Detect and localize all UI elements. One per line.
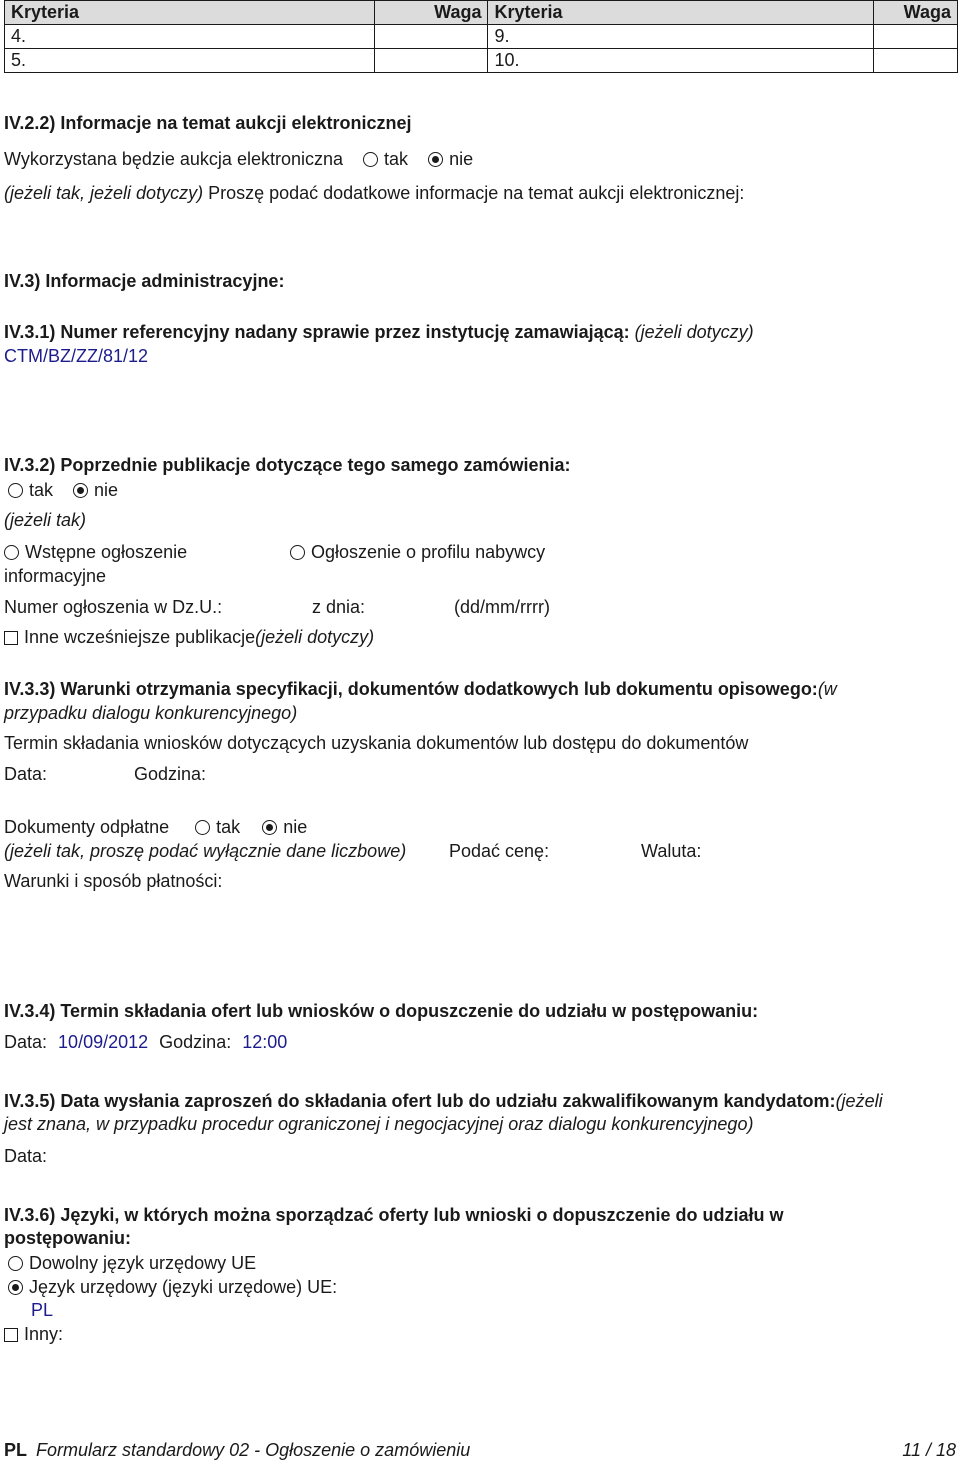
reference-number-value: CTM/BZ/ZZ/81/12: [4, 346, 149, 366]
documents-date-label: Data:: [4, 764, 48, 784]
auction-note: (jeżeli tak, jeżeli dotyczy) Proszę podać dodatkowe informacje na temat aukcji elektronicznej:: [4, 183, 745, 203]
any-language-option[interactable]: Dowolny język urzędowy UE: [8, 1253, 256, 1274]
footer-page-number: 11 / 18: [902, 1440, 956, 1460]
table-cell: 5.: [5, 49, 375, 73]
paid-no-option[interactable]: nie: [262, 817, 307, 837]
criteria-table: [4, 0, 958, 73]
currency-label: Waluta:: [641, 841, 702, 861]
notice-number-label: Numer ogłoszenia w Dz.U.:: [4, 597, 223, 617]
checkbox-icon: [4, 631, 18, 645]
tender-time-value: 12:00: [242, 1032, 288, 1052]
tender-date-value: 10/09/2012: [58, 1032, 149, 1052]
radio-unchecked-icon: [8, 1256, 23, 1271]
price-note: (jeżeli tak, proszę podać wyłącznie dane liczbowe): [4, 841, 407, 861]
table-cell: 4.: [5, 25, 375, 49]
section-heading-iv34: IV.3.4) Termin składania ofert lub wniosków o dopuszczenie do udziału w postępowaniu:: [4, 1001, 759, 1021]
table-header-weight: Waga: [374, 1, 488, 25]
auction-yes-option[interactable]: tak: [363, 149, 408, 169]
table-cell: [874, 49, 958, 73]
heading-iv33-note: przypadku dialogu konkurencyjnego): [4, 703, 298, 723]
notice-date-label: z dnia:: [312, 597, 366, 617]
table-header-row: [5, 1, 958, 25]
paid-documents-label: Dokumenty odpłatne: [4, 817, 170, 837]
other-publications-option[interactable]: Inne wcześniejsze publikacje(jeżeli dotyczy): [4, 627, 374, 648]
section-heading-iv32: IV.3.2) Poprzednie publikacje dotyczące tego samego zamówienia:: [4, 455, 571, 475]
if-yes-note: (jeżeli tak): [4, 510, 87, 530]
previous-no-option[interactable]: nie: [73, 480, 118, 500]
tender-date-label: Data:: [4, 1032, 48, 1052]
checkbox-icon: [4, 1328, 18, 1342]
section-heading-iv35: IV.3.5) Data wysłania zaproszeń do składania ofert lub do udziału zakwalifikowanym kandydatom:(jeżeli: [4, 1091, 883, 1111]
documents-deadline-text: Termin składania wniosków dotyczących uzyskania dokumentów lub dostępu do dokumentów: [4, 733, 749, 753]
footer-left: [4, 1440, 470, 1461]
auction-question: Wykorzystana będzie aukcja elektroniczna: [4, 149, 344, 169]
auction-no-option[interactable]: nie: [428, 149, 473, 169]
section-heading-iv22: IV.2.2) Informacje na temat aukcji elektronicznej: [4, 113, 412, 133]
table-cell: 10.: [488, 49, 874, 73]
heading-iv35-note: jest znana, w przypadku procedur ograniczonej i negocjacyjnej oraz dialogu konkurencyjnego): [4, 1114, 754, 1134]
paid-documents-row: [4, 817, 307, 838]
previous-yes-option[interactable]: tak: [8, 480, 53, 500]
radio-unchecked-icon: [290, 545, 305, 560]
previous-publication-options: [8, 480, 118, 501]
radio-checked-icon: [8, 1280, 23, 1295]
table-cell: 9.: [488, 25, 874, 49]
footer-title: Formularz standardowy 02 - Ogłoszenie o zamówieniu: [36, 1440, 471, 1460]
table-cell: [874, 25, 958, 49]
table-header-criteria: Kryteria: [488, 1, 874, 25]
tender-deadline-row: [4, 1032, 287, 1053]
section-heading-iv33: IV.3.3) Warunki otrzymania specyfikacji, dokumentów dodatkowych lub dokumentu opisowego:(w: [4, 679, 837, 699]
section-heading-iv31: IV.3.1) Numer referencyjny nadany sprawie przez instytucję zamawiającą: (jeżeli dotyczy): [4, 322, 754, 342]
payment-terms-label: Warunki i sposób płatności:: [4, 871, 223, 891]
radio-unchecked-icon: [363, 152, 378, 167]
table-cell: [374, 49, 488, 73]
paid-yes-option[interactable]: tak: [195, 817, 240, 837]
invitation-date-label: Data:: [4, 1146, 48, 1166]
buyer-profile-option[interactable]: Ogłoszenie o profilu nabywcy: [290, 542, 545, 563]
table-header-criteria: Kryteria: [5, 1, 375, 25]
other-language-option[interactable]: Inny:: [4, 1324, 63, 1345]
date-format-hint: (dd/mm/rrrr): [454, 597, 550, 617]
prelim-notice-label-2: informacyjne: [4, 566, 107, 586]
price-label: Podać cenę:: [449, 841, 550, 861]
prelim-notice-option[interactable]: Wstępne ogłoszenie: [4, 542, 187, 563]
section-heading-iv36-cont: postępowaniu:: [4, 1228, 131, 1248]
section-heading-iv3: IV.3) Informacje administracyjne:: [4, 271, 285, 291]
radio-checked-icon: [73, 483, 88, 498]
radio-checked-icon: [428, 152, 443, 167]
section-heading-iv36: IV.3.6) Języki, w których można sporządzać oferty lub wnioski o dopuszczenie do udziału w: [4, 1205, 784, 1225]
official-language-option[interactable]: Język urzędowy (języki urzędowe) UE:: [8, 1277, 337, 1298]
documents-time-label: Godzina:: [134, 764, 207, 784]
radio-unchecked-icon: [8, 483, 23, 498]
language-value: PL: [31, 1300, 54, 1320]
radio-checked-icon: [262, 820, 277, 835]
auction-question-row: [4, 149, 473, 170]
table-header-weight: Waga: [874, 1, 958, 25]
table-cell: [374, 25, 488, 49]
radio-unchecked-icon: [4, 545, 19, 560]
radio-unchecked-icon: [195, 820, 210, 835]
footer-lang: PL: [4, 1440, 28, 1460]
table-row: [5, 25, 958, 49]
table-row: [5, 49, 958, 73]
tender-time-label: Godzina:: [159, 1032, 232, 1052]
